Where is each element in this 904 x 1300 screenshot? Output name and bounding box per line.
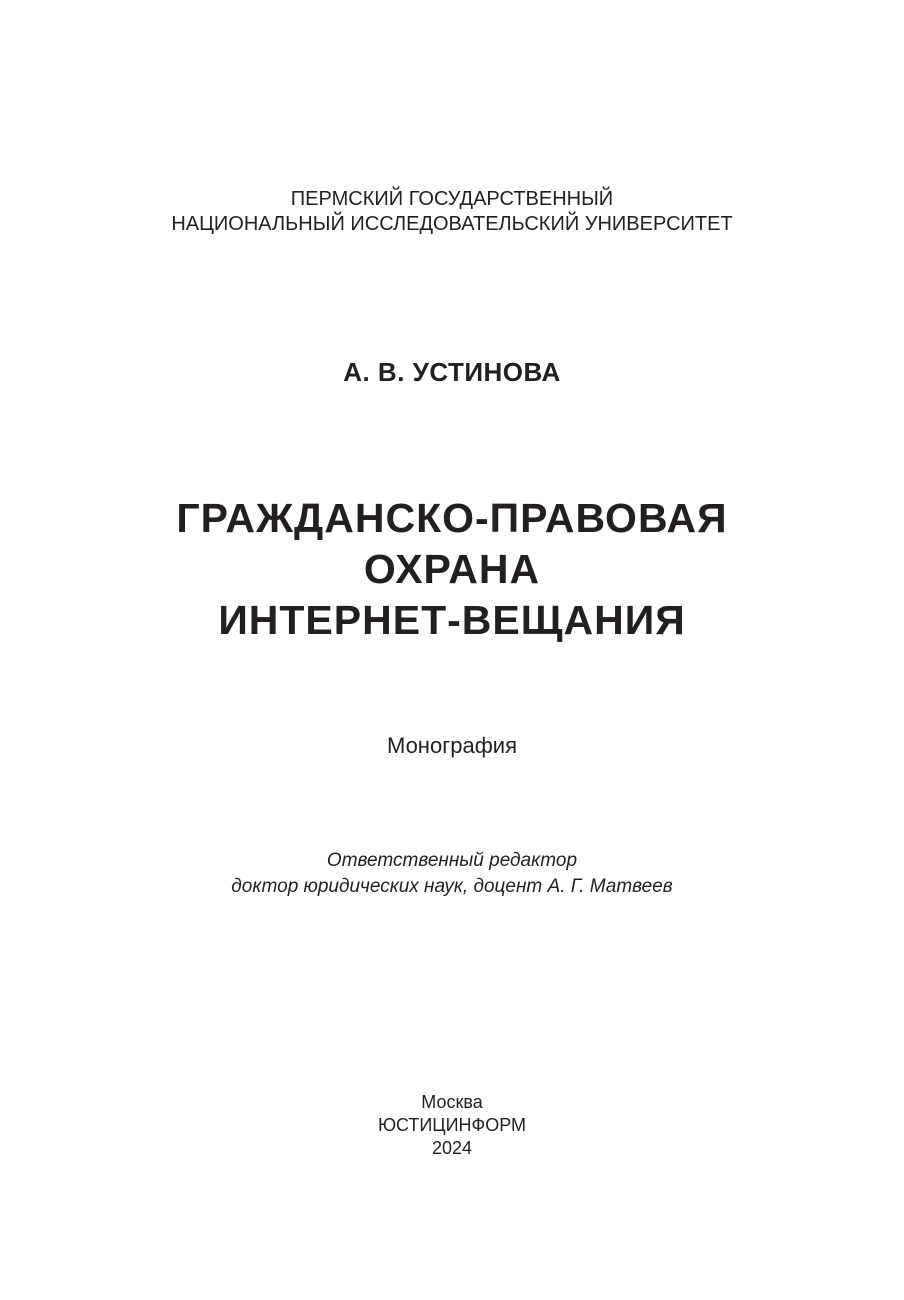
title-line-3: ИНТЕРНЕТ-ВЕЩАНИЯ <box>218 597 686 643</box>
genre-label: Монография <box>387 733 517 758</box>
editor-name: доктор юридических наук, доцент А. Г. Матвеев <box>231 876 673 897</box>
title-line-2: ОХРАНА <box>363 546 541 592</box>
title-line-1: ГРАЖДАНСКО-ПРАВОВАЯ <box>176 495 728 541</box>
imprint-publisher: ЮСТИЦИНФОРМ <box>377 1115 527 1135</box>
institution-line-2: НАЦИОНАЛЬНЫЙ ИССЛЕДОВАТЕЛЬСКИЙ УНИВЕРСИТЕТ <box>171 213 733 235</box>
imprint-city: Москва <box>421 1092 483 1112</box>
imprint-year: 2024 <box>431 1138 473 1158</box>
editor-role: Ответственный редактор <box>326 850 578 871</box>
institution-line-1: ПЕРМСКИЙ ГОСУДАРСТВЕННЫЙ <box>290 188 614 210</box>
author-name: А. В. УСТИНОВА <box>343 357 561 387</box>
